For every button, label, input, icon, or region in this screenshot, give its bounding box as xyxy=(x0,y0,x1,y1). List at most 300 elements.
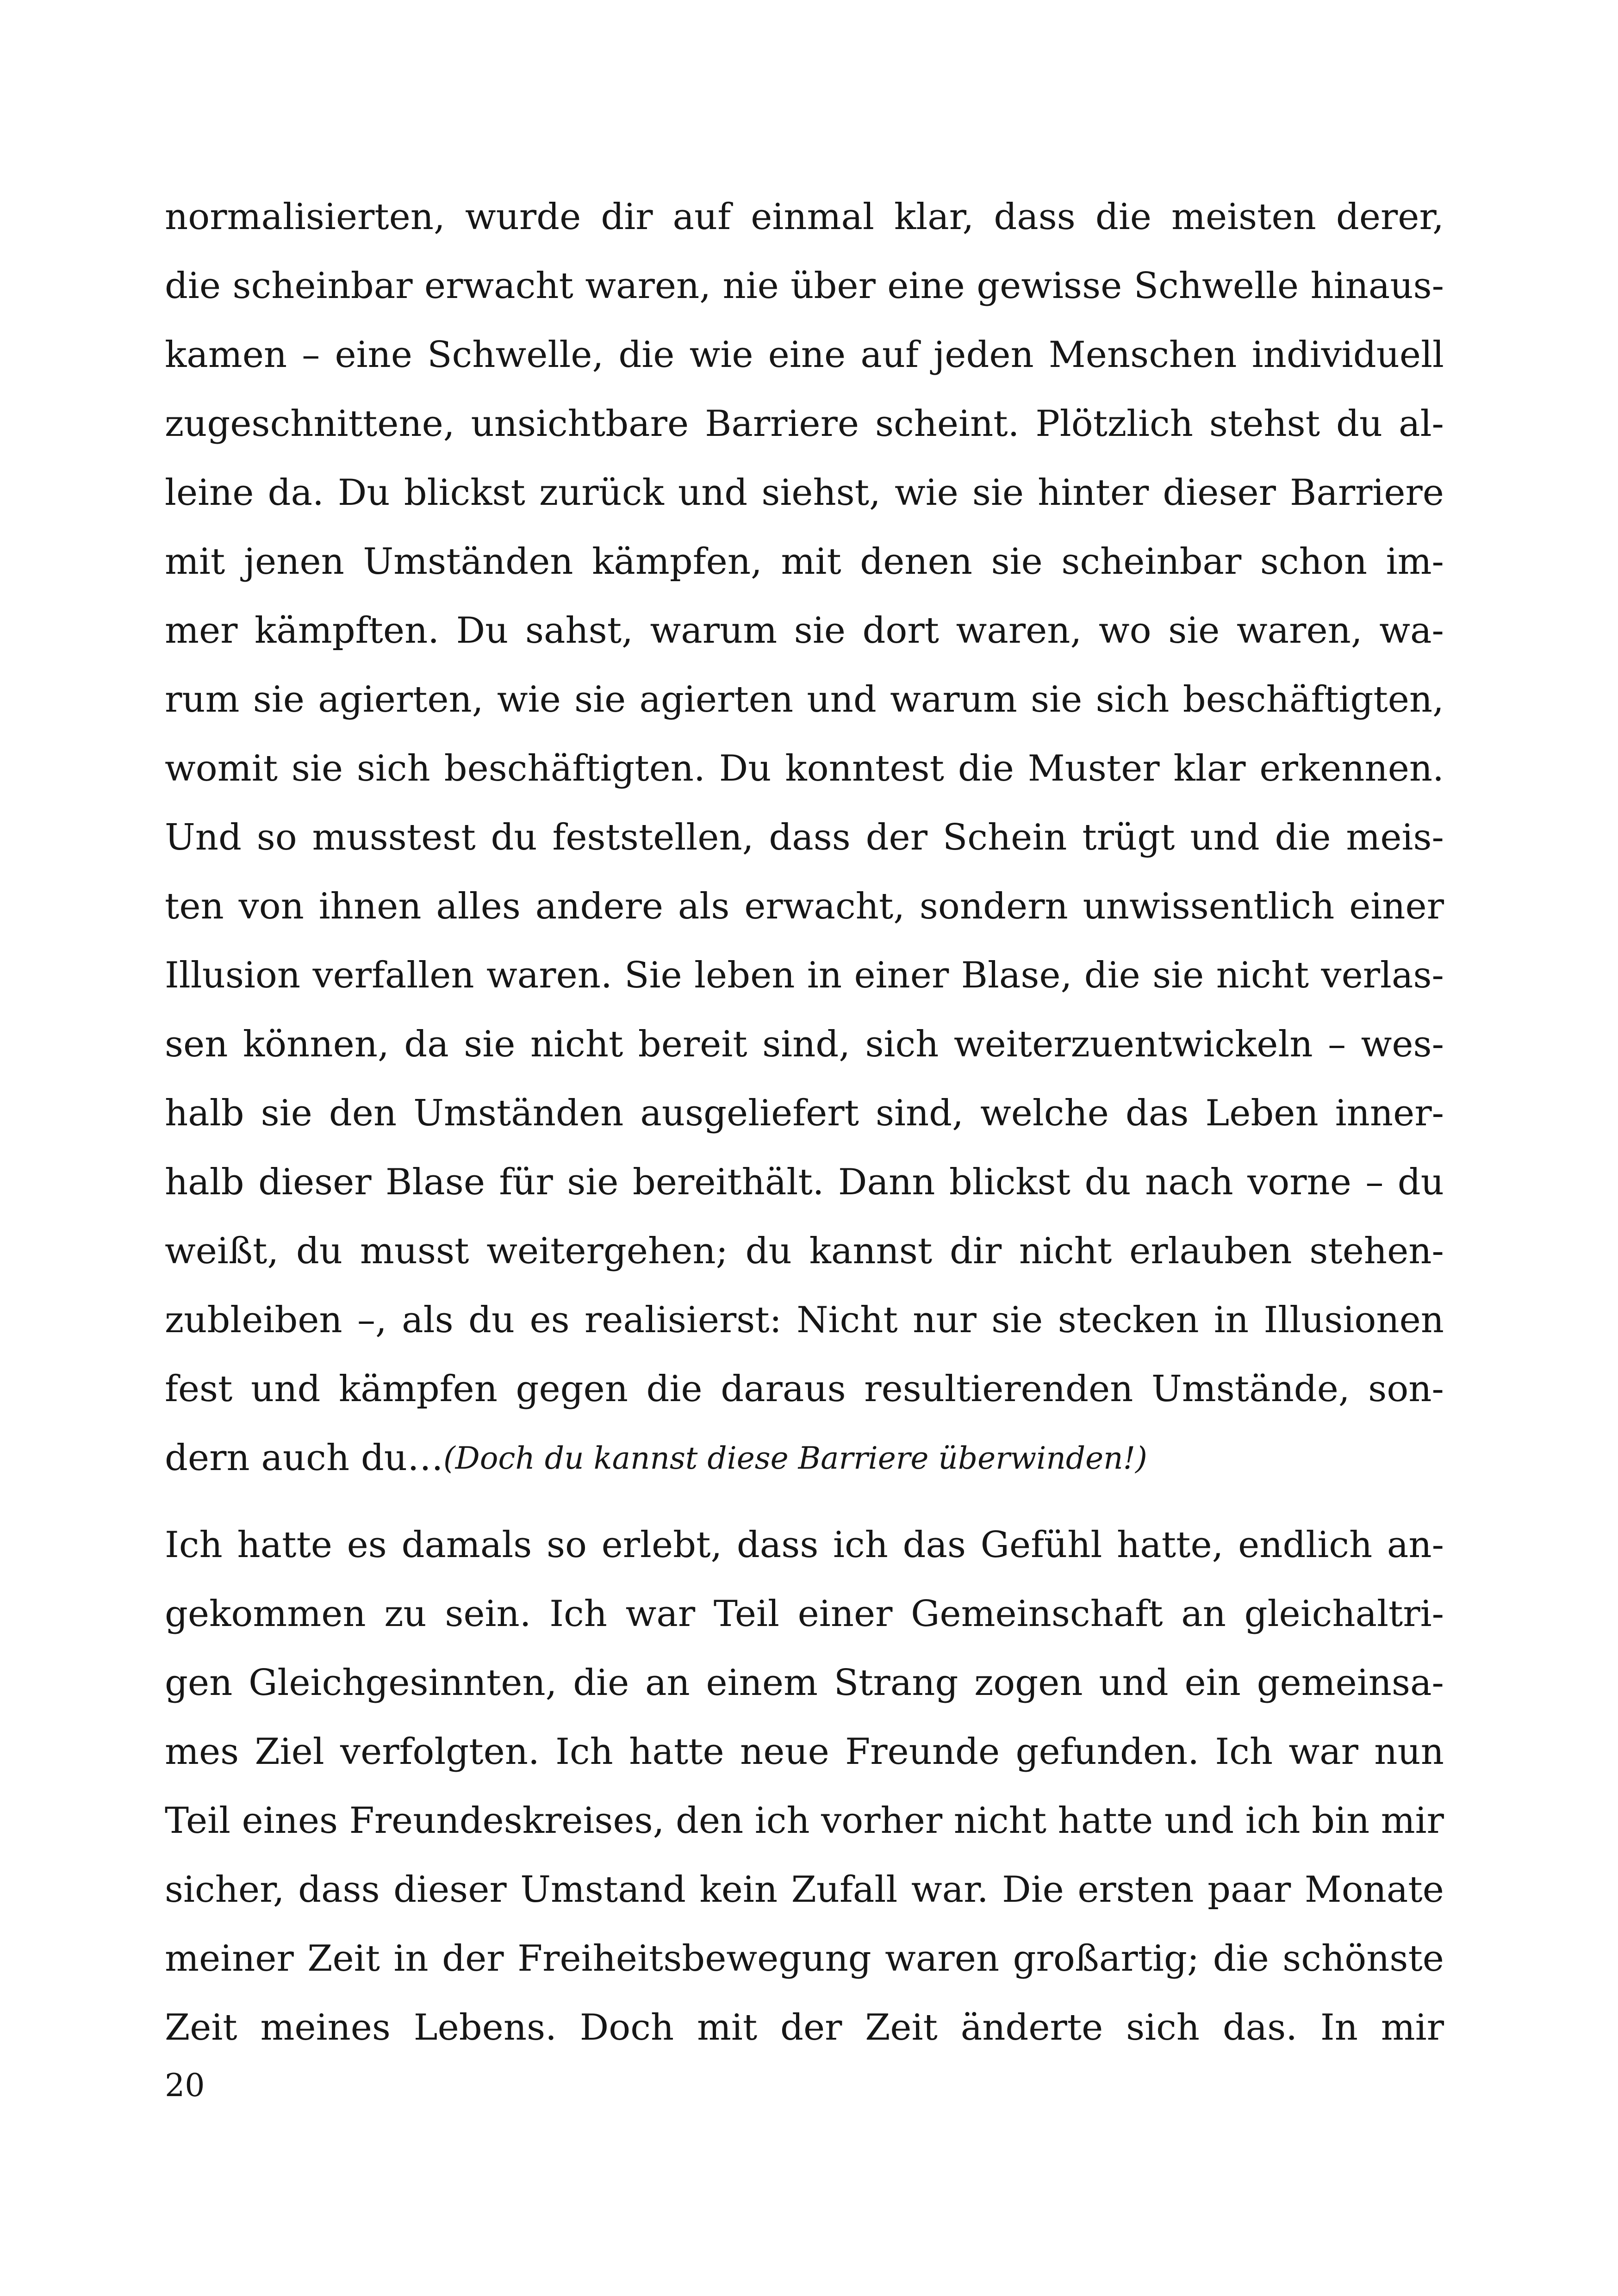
word: ich xyxy=(1245,1800,1301,1842)
word: den xyxy=(675,1800,744,1842)
word: eine xyxy=(887,265,965,307)
word: Umständen xyxy=(363,541,573,583)
word: bin xyxy=(1312,1800,1370,1842)
word: Blase, xyxy=(961,955,1072,996)
word: gemeinsa- xyxy=(1257,1662,1444,1704)
word: war. xyxy=(911,1869,989,1911)
word: ten xyxy=(165,886,224,927)
word: ihnen xyxy=(318,886,422,927)
word: meines xyxy=(260,2007,391,2048)
word: dieser xyxy=(258,1161,372,1203)
text-line-last xyxy=(165,1424,1444,1493)
text-line xyxy=(165,734,1444,803)
word: halb xyxy=(165,1092,244,1134)
word: und xyxy=(251,1368,321,1410)
word: warum xyxy=(890,679,1017,720)
word: erwacht xyxy=(424,265,573,307)
word: jeden xyxy=(933,334,1034,376)
word: mir xyxy=(1381,2007,1444,2048)
word: die xyxy=(1275,817,1331,858)
word: Umstände, xyxy=(1151,1368,1350,1410)
word: waren, xyxy=(1236,610,1363,652)
word: sahst, xyxy=(525,610,633,652)
word: so xyxy=(256,817,297,858)
word: nicht xyxy=(1019,1230,1112,1272)
word: Sie xyxy=(624,955,682,996)
word: das. xyxy=(1222,2007,1298,2048)
word: du xyxy=(296,1230,343,1272)
word: an xyxy=(1181,1593,1226,1635)
word: nicht xyxy=(1216,955,1309,996)
paragraph-1 xyxy=(165,183,1444,1493)
word: sie xyxy=(991,1299,1043,1341)
word: leben xyxy=(694,955,795,996)
word: erlebt, xyxy=(601,1524,722,1566)
word: in xyxy=(807,955,842,996)
word: Ziel xyxy=(255,1731,324,1773)
word: kämpfen, xyxy=(592,541,762,583)
word: die xyxy=(958,748,1014,789)
word: dass xyxy=(769,817,851,858)
word: erwacht, xyxy=(744,886,905,927)
word: das xyxy=(1125,1092,1189,1134)
word: konntest xyxy=(785,748,944,789)
word: kamen xyxy=(165,334,287,376)
word: da xyxy=(404,1024,449,1065)
word: sen xyxy=(165,1024,228,1065)
word: inner- xyxy=(1335,1092,1444,1134)
word: schönste xyxy=(1282,1938,1444,1980)
word: dir xyxy=(949,1230,1002,1272)
word: Illusion xyxy=(165,955,301,996)
word: Die xyxy=(1002,1869,1064,1911)
word: Ich xyxy=(549,1593,607,1635)
word: dass xyxy=(736,1524,819,1566)
text-line xyxy=(165,665,1444,734)
word: endlich xyxy=(1238,1524,1373,1566)
word: die xyxy=(165,265,221,307)
word: scheint. xyxy=(875,403,1020,445)
word: ich xyxy=(833,1524,888,1566)
word: sicher, xyxy=(165,1869,285,1911)
word: dir xyxy=(601,196,653,238)
word: gleichaltri- xyxy=(1244,1593,1444,1635)
word: hinaus- xyxy=(1310,265,1444,307)
word: blickst xyxy=(404,472,525,514)
word: gen xyxy=(165,1662,233,1704)
word: gewisse xyxy=(977,265,1122,307)
word: stecken xyxy=(1058,1299,1199,1341)
word: Ich xyxy=(165,1524,223,1566)
word: sie xyxy=(464,1024,516,1065)
word: ausgeliefert xyxy=(640,1092,859,1134)
word: dort xyxy=(862,610,940,652)
word: normalisierten, xyxy=(165,196,445,238)
word: Umständen xyxy=(413,1092,624,1134)
word: Teil xyxy=(713,1593,779,1635)
word: Nicht xyxy=(797,1299,898,1341)
word: Muster xyxy=(1027,748,1160,789)
word: Zufall xyxy=(791,1869,898,1911)
word: –, xyxy=(357,1299,387,1341)
word: nur xyxy=(913,1299,977,1341)
word: sie xyxy=(1031,679,1083,720)
word: Menschen xyxy=(1048,334,1237,376)
word: Schein xyxy=(942,817,1067,858)
word: realisierst: xyxy=(585,1299,782,1341)
word: waren xyxy=(885,1938,1000,1980)
word: gefunden. xyxy=(1015,1731,1200,1773)
word: du xyxy=(1336,403,1383,445)
word: Umstand xyxy=(520,1869,686,1911)
word: du xyxy=(468,1299,515,1341)
word: der xyxy=(442,1938,504,1980)
word: paar xyxy=(1207,1869,1291,1911)
word: mit xyxy=(781,541,841,583)
text-line xyxy=(165,803,1444,872)
word: Doch xyxy=(579,2007,674,2048)
word: Ich xyxy=(1215,1731,1273,1773)
word: Lebens. xyxy=(413,2007,557,2048)
word: und xyxy=(1190,817,1260,858)
word: sie xyxy=(567,1161,619,1203)
text-line xyxy=(165,252,1444,321)
text-line xyxy=(165,1148,1444,1217)
word: meiner xyxy=(165,1938,294,1980)
word: leine xyxy=(165,472,254,514)
word: resultierenden xyxy=(864,1368,1133,1410)
word: dass xyxy=(298,1869,380,1911)
text-line xyxy=(165,1787,1444,1855)
word: weitergehen; xyxy=(486,1230,728,1272)
word: und xyxy=(1099,1662,1169,1704)
word: zogen xyxy=(974,1662,1083,1704)
word: und xyxy=(807,679,877,720)
word: erkennen. xyxy=(1259,748,1444,789)
word: neue xyxy=(740,1731,829,1773)
word: zugeschnittene, xyxy=(165,403,455,445)
word: für xyxy=(499,1161,553,1203)
word: und xyxy=(1164,1800,1234,1842)
word: trügt xyxy=(1082,817,1175,858)
word: änderte xyxy=(960,2007,1103,2048)
word: sie xyxy=(291,748,343,789)
word: Barriere xyxy=(705,403,859,445)
word: weißt, xyxy=(165,1230,279,1272)
word: nach xyxy=(1145,1161,1233,1203)
word: im- xyxy=(1386,541,1444,583)
word: ich xyxy=(754,1800,810,1842)
text-line xyxy=(165,390,1444,459)
word: gekommen xyxy=(165,1593,366,1635)
word: gegen xyxy=(516,1368,628,1410)
word: einer xyxy=(854,955,949,996)
word: beschäftigten, xyxy=(1182,679,1444,720)
word: feststellen, xyxy=(552,817,754,858)
word: Gleichgesinnten, xyxy=(249,1662,557,1704)
word: kämpften. xyxy=(254,610,440,652)
word: kannst xyxy=(809,1230,933,1272)
word: hatte xyxy=(629,1731,724,1773)
word: erlauben xyxy=(1129,1230,1292,1272)
word: al- xyxy=(1399,403,1444,445)
text-line xyxy=(165,1924,1444,1993)
paragraph-2 xyxy=(165,1511,1444,2062)
word: scheinbar xyxy=(232,265,413,307)
word: derer, xyxy=(1336,196,1444,238)
page-number: 20 xyxy=(165,2067,205,2104)
word: wie xyxy=(689,334,753,376)
word: wo xyxy=(1098,610,1151,652)
word: sie xyxy=(1168,610,1220,652)
word: so xyxy=(546,1524,587,1566)
word: einer xyxy=(797,1593,893,1635)
word: Dann xyxy=(838,1161,935,1203)
word: klar xyxy=(1173,748,1246,789)
text-line xyxy=(165,1355,1444,1424)
last-line-text: dern auch du… xyxy=(165,1437,444,1479)
word: es xyxy=(347,1524,387,1566)
word: dieser xyxy=(393,1869,507,1911)
word: verlas- xyxy=(1321,955,1444,996)
word: scheinbar xyxy=(1061,541,1242,583)
word: Illusionen xyxy=(1263,1299,1444,1341)
word: sie xyxy=(253,679,305,720)
word: die xyxy=(1213,1938,1269,1980)
word: wes- xyxy=(1361,1024,1444,1065)
word: hatte xyxy=(1058,1800,1153,1842)
word: Freundeskreises, xyxy=(349,1800,665,1842)
word: warum xyxy=(650,610,778,652)
text-line xyxy=(165,941,1444,1010)
word: Plötzlich xyxy=(1035,403,1193,445)
word: wie xyxy=(894,472,958,514)
text-line xyxy=(165,1079,1444,1148)
word: einer xyxy=(1349,886,1444,927)
word: an- xyxy=(1387,1524,1444,1566)
word: fest xyxy=(165,1368,233,1410)
word: mit xyxy=(697,2007,758,2048)
word: Freiheitsbewegung xyxy=(517,1938,871,1980)
word: und xyxy=(678,472,748,514)
word: war xyxy=(1288,1731,1358,1773)
word: in xyxy=(393,1938,429,1980)
word: an xyxy=(645,1662,690,1704)
word: Monate xyxy=(1304,1869,1444,1911)
word: sein. xyxy=(445,1593,531,1635)
text-line xyxy=(165,1580,1444,1649)
word: den xyxy=(329,1092,397,1134)
word: Du xyxy=(456,610,509,652)
word: eine xyxy=(335,334,412,376)
word: Schwelle xyxy=(1133,265,1299,307)
word: Zeit xyxy=(165,2007,237,2048)
text-line xyxy=(165,1511,1444,1580)
word: es xyxy=(529,1299,570,1341)
word: das xyxy=(902,1524,966,1566)
word: du xyxy=(1084,1161,1131,1203)
word: meisten xyxy=(1171,196,1316,238)
word: In xyxy=(1320,2007,1358,2048)
word: blickst xyxy=(949,1161,1071,1203)
word: jenen xyxy=(243,541,344,583)
word: rum xyxy=(165,679,240,720)
word: wurde xyxy=(465,196,581,238)
text-line xyxy=(165,183,1444,252)
word: vorne xyxy=(1247,1161,1351,1203)
word: sie xyxy=(574,679,626,720)
word: die xyxy=(1084,955,1140,996)
text-line xyxy=(165,1217,1444,1286)
word: kämpfen xyxy=(339,1368,498,1410)
word: als xyxy=(678,886,730,927)
text-line xyxy=(165,872,1444,941)
word: nie xyxy=(722,265,779,307)
word: waren, xyxy=(585,265,711,307)
word: sich xyxy=(1095,679,1170,720)
word: Du xyxy=(337,472,390,514)
word: bereithält. xyxy=(632,1161,824,1203)
word: können, xyxy=(243,1024,389,1065)
word: damals xyxy=(401,1524,532,1566)
word: der xyxy=(780,2007,842,2048)
word: – xyxy=(1328,1024,1346,1065)
word: einem xyxy=(706,1662,818,1704)
word: Blase xyxy=(386,1161,485,1203)
word: ein xyxy=(1184,1662,1241,1704)
word: wa- xyxy=(1379,610,1444,652)
text-line xyxy=(165,527,1444,596)
word: zurück xyxy=(539,472,664,514)
word: ersten xyxy=(1077,1869,1194,1911)
word: großartig; xyxy=(1013,1938,1200,1980)
word: die xyxy=(646,1368,703,1410)
word: Strang xyxy=(834,1662,958,1704)
word: von xyxy=(238,886,304,927)
word: schon xyxy=(1260,541,1368,583)
word: du xyxy=(1397,1161,1444,1203)
text-line xyxy=(165,321,1444,390)
word: sich xyxy=(356,748,430,789)
word: meis- xyxy=(1346,817,1444,858)
word: Barriere xyxy=(1290,472,1444,514)
word: hatte, xyxy=(1117,1524,1224,1566)
word: bereit xyxy=(638,1024,747,1065)
word: verfallen xyxy=(312,955,474,996)
word: womit xyxy=(165,748,278,789)
word: Und xyxy=(165,817,242,858)
word: zu xyxy=(384,1593,427,1635)
word: sie xyxy=(1152,955,1204,996)
word: Freunde xyxy=(845,1731,1000,1773)
text-line xyxy=(165,1855,1444,1924)
word: Schwelle, xyxy=(427,334,604,376)
word: verfolgten. xyxy=(340,1731,540,1773)
word: andere xyxy=(535,886,664,927)
word: individuell xyxy=(1251,334,1444,376)
word: Ich xyxy=(555,1731,613,1773)
word: vorher xyxy=(821,1800,943,1842)
word: sie xyxy=(972,472,1024,514)
word: weiterzuentwickeln xyxy=(953,1024,1313,1065)
word: zubleiben xyxy=(165,1299,342,1341)
word: sich xyxy=(865,1024,939,1065)
italic-remark: (Doch du kannst diese Barriere überwinden!) xyxy=(443,1440,1147,1476)
word: kein xyxy=(699,1869,778,1911)
word: mit xyxy=(165,541,225,583)
word: unsichtbare xyxy=(471,403,689,445)
text-line xyxy=(165,1993,1444,2062)
word: du xyxy=(491,817,537,858)
word: du xyxy=(745,1230,792,1272)
text-line xyxy=(165,1286,1444,1355)
text-line xyxy=(165,459,1444,527)
word: auf xyxy=(672,196,731,238)
word: sie xyxy=(991,541,1043,583)
word: auf xyxy=(860,334,919,376)
word: son- xyxy=(1368,1368,1444,1410)
text-line xyxy=(165,1010,1444,1079)
word: nun xyxy=(1374,1731,1444,1773)
word: sind, xyxy=(875,1092,964,1134)
word: mes xyxy=(165,1731,239,1773)
word: sich xyxy=(1126,2007,1200,2048)
word: Gemeinschaft xyxy=(911,1593,1163,1635)
word: klar, xyxy=(894,196,974,238)
word: Gefühl xyxy=(980,1524,1102,1566)
word: Du xyxy=(719,748,772,789)
word: mir xyxy=(1381,1800,1444,1842)
word: stehen- xyxy=(1309,1230,1444,1272)
word: die xyxy=(573,1662,629,1704)
word: Leben xyxy=(1205,1092,1319,1134)
word: als xyxy=(402,1299,454,1341)
word: Zeit xyxy=(865,2007,938,2048)
word: hatte xyxy=(237,1524,332,1566)
word: die xyxy=(1095,196,1151,238)
word: alles xyxy=(436,886,521,927)
word: waren, xyxy=(956,610,1082,652)
word: wie xyxy=(497,679,561,720)
word: dass xyxy=(994,196,1076,238)
word: stehst xyxy=(1209,403,1320,445)
word: agierten xyxy=(639,679,794,720)
word: – xyxy=(1365,1161,1384,1203)
word: welche xyxy=(980,1092,1109,1134)
word: mer xyxy=(165,610,238,652)
word: siehst, xyxy=(761,472,881,514)
word: nicht xyxy=(953,1800,1047,1842)
word: in xyxy=(1214,1299,1249,1341)
word: – xyxy=(302,334,320,376)
word: war xyxy=(625,1593,696,1635)
text-line xyxy=(165,1649,1444,1718)
word: eines xyxy=(242,1800,338,1842)
word: waren. xyxy=(486,955,612,996)
text-line xyxy=(165,1718,1444,1787)
word: Teil xyxy=(165,1800,231,1842)
word: hinter xyxy=(1038,472,1149,514)
word: eine xyxy=(768,334,846,376)
word: musst xyxy=(360,1230,469,1272)
word: dieser xyxy=(1163,472,1276,514)
word: musstest xyxy=(312,817,476,858)
word: sie xyxy=(794,610,846,652)
word: die xyxy=(618,334,675,376)
word: denen xyxy=(860,541,973,583)
word: sondern xyxy=(919,886,1068,927)
word: agierten, xyxy=(318,679,484,720)
